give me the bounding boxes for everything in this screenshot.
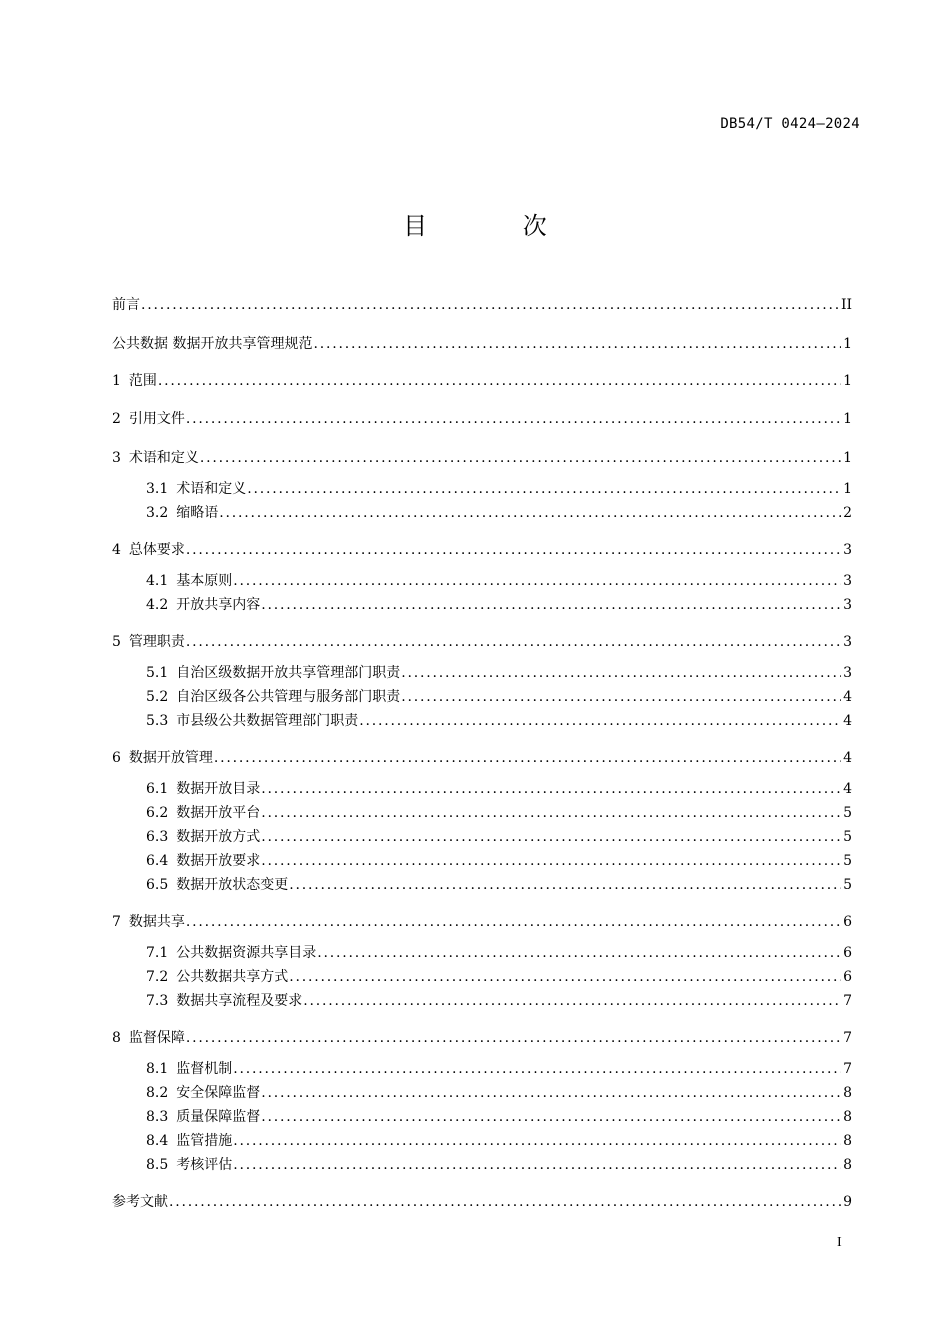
toc-dot-leader bbox=[401, 662, 841, 684]
toc-subentry[interactable] bbox=[146, 1106, 852, 1128]
toc-dot-leader bbox=[233, 570, 841, 592]
toc-dot-leader bbox=[186, 408, 841, 430]
toc-entry[interactable] bbox=[112, 1191, 852, 1213]
toc-subentry[interactable] bbox=[146, 1154, 852, 1176]
toc-subentry[interactable] bbox=[146, 874, 852, 896]
toc-dot-leader bbox=[214, 747, 841, 769]
toc-dot-leader bbox=[247, 478, 841, 500]
toc-entry-text: 数据开放管理 bbox=[128, 750, 213, 766]
toc-entry-number: 2 bbox=[112, 411, 121, 427]
toc-entry-text: 监督保障 bbox=[128, 1030, 185, 1046]
toc-dot-leader bbox=[261, 1082, 841, 1104]
toc-dot-leader bbox=[186, 911, 841, 933]
toc-entry-text: 监管措施 bbox=[176, 1133, 233, 1149]
toc-page-number: 2 bbox=[843, 505, 852, 521]
toc-dot-leader bbox=[200, 447, 841, 469]
toc-entry-text: 引用文件 bbox=[128, 411, 185, 427]
toc-subentry[interactable] bbox=[146, 502, 852, 524]
toc-entry-number: 7 bbox=[112, 914, 121, 930]
toc-entry-text: 考核评估 bbox=[176, 1157, 233, 1173]
toc-page-number: 5 bbox=[843, 805, 852, 821]
toc-entry-number: 5.2 bbox=[146, 689, 169, 705]
toc-subentry[interactable] bbox=[146, 990, 852, 1012]
toc-page-number: 3 bbox=[843, 634, 852, 650]
toc-entry-text: 术语和定义 bbox=[128, 450, 199, 466]
toc-entry-number: 4.2 bbox=[146, 597, 169, 613]
toc-entry[interactable] bbox=[112, 747, 852, 769]
toc-entry[interactable] bbox=[112, 294, 852, 316]
toc-subentry[interactable] bbox=[146, 778, 852, 800]
toc-entry-text: 公共数据 数据开放共享管理规范 bbox=[112, 336, 313, 352]
toc-subentry[interactable] bbox=[146, 1058, 852, 1080]
toc-page-number: 5 bbox=[843, 829, 852, 845]
toc-entry[interactable] bbox=[112, 333, 852, 355]
toc-entry-text: 总体要求 bbox=[128, 542, 185, 558]
toc-entry[interactable] bbox=[112, 370, 852, 392]
toc-entry-text: 公共数据资源共享目录 bbox=[176, 945, 317, 961]
toc-page-number: 5 bbox=[843, 877, 852, 893]
toc-entry-text: 数据共享 bbox=[128, 914, 185, 930]
toc-dot-leader bbox=[186, 631, 841, 653]
toc-page-number: 3 bbox=[843, 597, 852, 613]
toc-page-number: 1 bbox=[843, 481, 852, 497]
toc-dot-leader bbox=[158, 370, 841, 392]
toc-page-number: II bbox=[840, 297, 852, 313]
toc-entry-number: 8.4 bbox=[146, 1133, 169, 1149]
toc-entry-text: 范围 bbox=[128, 373, 157, 389]
toc-entry-number: 8.1 bbox=[146, 1061, 169, 1077]
toc-dot-leader bbox=[313, 333, 841, 355]
toc-entry-number: 5.3 bbox=[146, 713, 169, 729]
toc-dot-leader bbox=[261, 850, 841, 872]
toc-page-number: 4 bbox=[843, 689, 852, 705]
toc-entry[interactable] bbox=[112, 631, 852, 653]
toc-entry-text: 数据开放方式 bbox=[176, 829, 261, 845]
toc-page-number: 9 bbox=[843, 1194, 852, 1210]
toc-entry-number: 5 bbox=[112, 634, 121, 650]
toc-entry-number: 5.1 bbox=[146, 665, 169, 681]
toc-dot-leader bbox=[219, 502, 841, 524]
toc-subentry[interactable] bbox=[146, 570, 852, 592]
toc-page-number: 8 bbox=[843, 1157, 852, 1173]
toc-subentry[interactable] bbox=[146, 802, 852, 824]
toc-entry[interactable] bbox=[112, 911, 852, 933]
toc-entry[interactable] bbox=[112, 447, 852, 469]
toc-entry-number: 6.2 bbox=[146, 805, 169, 821]
toc-dot-leader bbox=[317, 942, 841, 964]
toc-entry-text: 管理职责 bbox=[128, 634, 185, 650]
toc-entry-number: 6.3 bbox=[146, 829, 169, 845]
toc-dot-leader bbox=[289, 966, 841, 988]
toc-entry-text: 参考文献 bbox=[112, 1194, 168, 1210]
toc-page-number: 6 bbox=[843, 914, 852, 930]
toc-entry-text: 数据开放状态变更 bbox=[176, 877, 289, 893]
toc-dot-leader bbox=[169, 1191, 841, 1213]
toc-subentry[interactable] bbox=[146, 966, 852, 988]
toc-entry-number: 4 bbox=[112, 542, 121, 558]
toc-page-number: 7 bbox=[843, 1061, 852, 1077]
toc-subentry[interactable] bbox=[146, 686, 852, 708]
toc-entry-text: 缩略语 bbox=[176, 505, 219, 521]
toc-page-number: 3 bbox=[843, 665, 852, 681]
toc-subentry[interactable] bbox=[146, 850, 852, 872]
toc-subentry[interactable] bbox=[146, 662, 852, 684]
toc-page-number: 4 bbox=[843, 781, 852, 797]
toc-entry-text: 术语和定义 bbox=[176, 481, 247, 497]
toc-page-number: 8 bbox=[843, 1085, 852, 1101]
toc-entry-number: 4.1 bbox=[146, 573, 169, 589]
toc-subentry[interactable] bbox=[146, 478, 852, 500]
toc-dot-leader bbox=[186, 539, 841, 561]
toc-page-number: 1 bbox=[843, 411, 852, 427]
toc-entry-text: 市县级公共数据管理部门职责 bbox=[176, 713, 359, 729]
toc-entry[interactable] bbox=[112, 408, 852, 430]
toc-entry-number: 8.3 bbox=[146, 1109, 169, 1125]
toc-subentry[interactable] bbox=[146, 710, 852, 732]
toc-dot-leader bbox=[233, 1154, 841, 1176]
toc-dot-leader bbox=[359, 710, 841, 732]
toc-dot-leader bbox=[303, 990, 841, 1012]
toc-subentry[interactable] bbox=[146, 1130, 852, 1152]
toc-entry-number: 6 bbox=[112, 750, 121, 766]
toc-dot-leader bbox=[289, 874, 841, 896]
toc-dot-leader bbox=[261, 802, 841, 824]
toc-entry-number: 8.5 bbox=[146, 1157, 169, 1173]
toc-entry-text: 自治区级各公共管理与服务部门职责 bbox=[176, 689, 401, 705]
toc-entry-text: 安全保障监督 bbox=[176, 1085, 261, 1101]
toc-dot-leader bbox=[141, 294, 839, 316]
toc-dot-leader bbox=[261, 594, 841, 616]
toc-page-number: 1 bbox=[843, 336, 852, 352]
toc-page-number: 8 bbox=[843, 1109, 852, 1125]
toc-subentry[interactable] bbox=[146, 594, 852, 616]
toc-page-number: 3 bbox=[843, 542, 852, 558]
toc-dot-leader bbox=[233, 1130, 841, 1152]
toc-dot-leader bbox=[233, 1058, 841, 1080]
page-title: 目 次 bbox=[403, 212, 591, 240]
toc-subentry[interactable] bbox=[146, 942, 852, 964]
standard-code: DB54/T 0424—2024 bbox=[720, 116, 860, 132]
toc-entry-text: 质量保障监督 bbox=[176, 1109, 261, 1125]
toc-entry-text: 数据开放目录 bbox=[176, 781, 261, 797]
toc-entry-number: 1 bbox=[112, 373, 121, 389]
toc-dot-leader bbox=[401, 686, 841, 708]
toc-page-number: 6 bbox=[843, 945, 852, 961]
toc-page-number: 1 bbox=[843, 373, 852, 389]
toc-dot-leader bbox=[261, 1106, 841, 1128]
toc-page-number: 7 bbox=[843, 1030, 852, 1046]
toc-entry-text: 基本原则 bbox=[176, 573, 233, 589]
toc-entry-number: 6.1 bbox=[146, 781, 169, 797]
toc-entry-text: 数据开放要求 bbox=[176, 853, 261, 869]
toc-entry-number: 7.1 bbox=[146, 945, 169, 961]
toc-entry-number: 3.1 bbox=[146, 481, 169, 497]
toc-page-number: 4 bbox=[843, 750, 852, 766]
toc-page-number: 7 bbox=[843, 993, 852, 1009]
toc-dot-leader bbox=[186, 1027, 841, 1049]
toc-entry-text: 数据共享流程及要求 bbox=[176, 993, 303, 1009]
toc-entry-number: 8.2 bbox=[146, 1085, 169, 1101]
toc-entry-number: 6.5 bbox=[146, 877, 169, 893]
toc-entry-text: 数据开放平台 bbox=[176, 805, 261, 821]
toc-entry[interactable] bbox=[112, 1027, 852, 1049]
toc-page-number: 5 bbox=[843, 853, 852, 869]
toc-entry-number: 6.4 bbox=[146, 853, 169, 869]
toc-subentry[interactable] bbox=[146, 1082, 852, 1104]
toc-entry-text: 公共数据共享方式 bbox=[176, 969, 289, 985]
toc-entry-text: 前言 bbox=[112, 297, 140, 313]
toc-entry-text: 监督机制 bbox=[176, 1061, 233, 1077]
toc-subentry[interactable] bbox=[146, 826, 852, 848]
toc-entry-text: 开放共享内容 bbox=[176, 597, 261, 613]
toc-page-number: 4 bbox=[843, 713, 852, 729]
toc-page-number: 6 bbox=[843, 969, 852, 985]
toc-dot-leader bbox=[261, 826, 841, 848]
toc-page-number: 3 bbox=[843, 573, 852, 589]
page-number: I bbox=[837, 1235, 842, 1250]
toc-page-number: 1 bbox=[843, 450, 852, 466]
toc-dot-leader bbox=[261, 778, 841, 800]
table-of-contents bbox=[112, 0, 852, 1344]
toc-entry-number: 3 bbox=[112, 450, 121, 466]
toc-entry-number: 7.3 bbox=[146, 993, 169, 1009]
toc-entry-text: 自治区级数据开放共享管理部门职责 bbox=[176, 665, 401, 681]
toc-entry[interactable] bbox=[112, 539, 852, 561]
toc-page-number: 8 bbox=[843, 1133, 852, 1149]
toc-entry-number: 7.2 bbox=[146, 969, 169, 985]
toc-entry-number: 3.2 bbox=[146, 505, 169, 521]
toc-entry-number: 8 bbox=[112, 1030, 121, 1046]
